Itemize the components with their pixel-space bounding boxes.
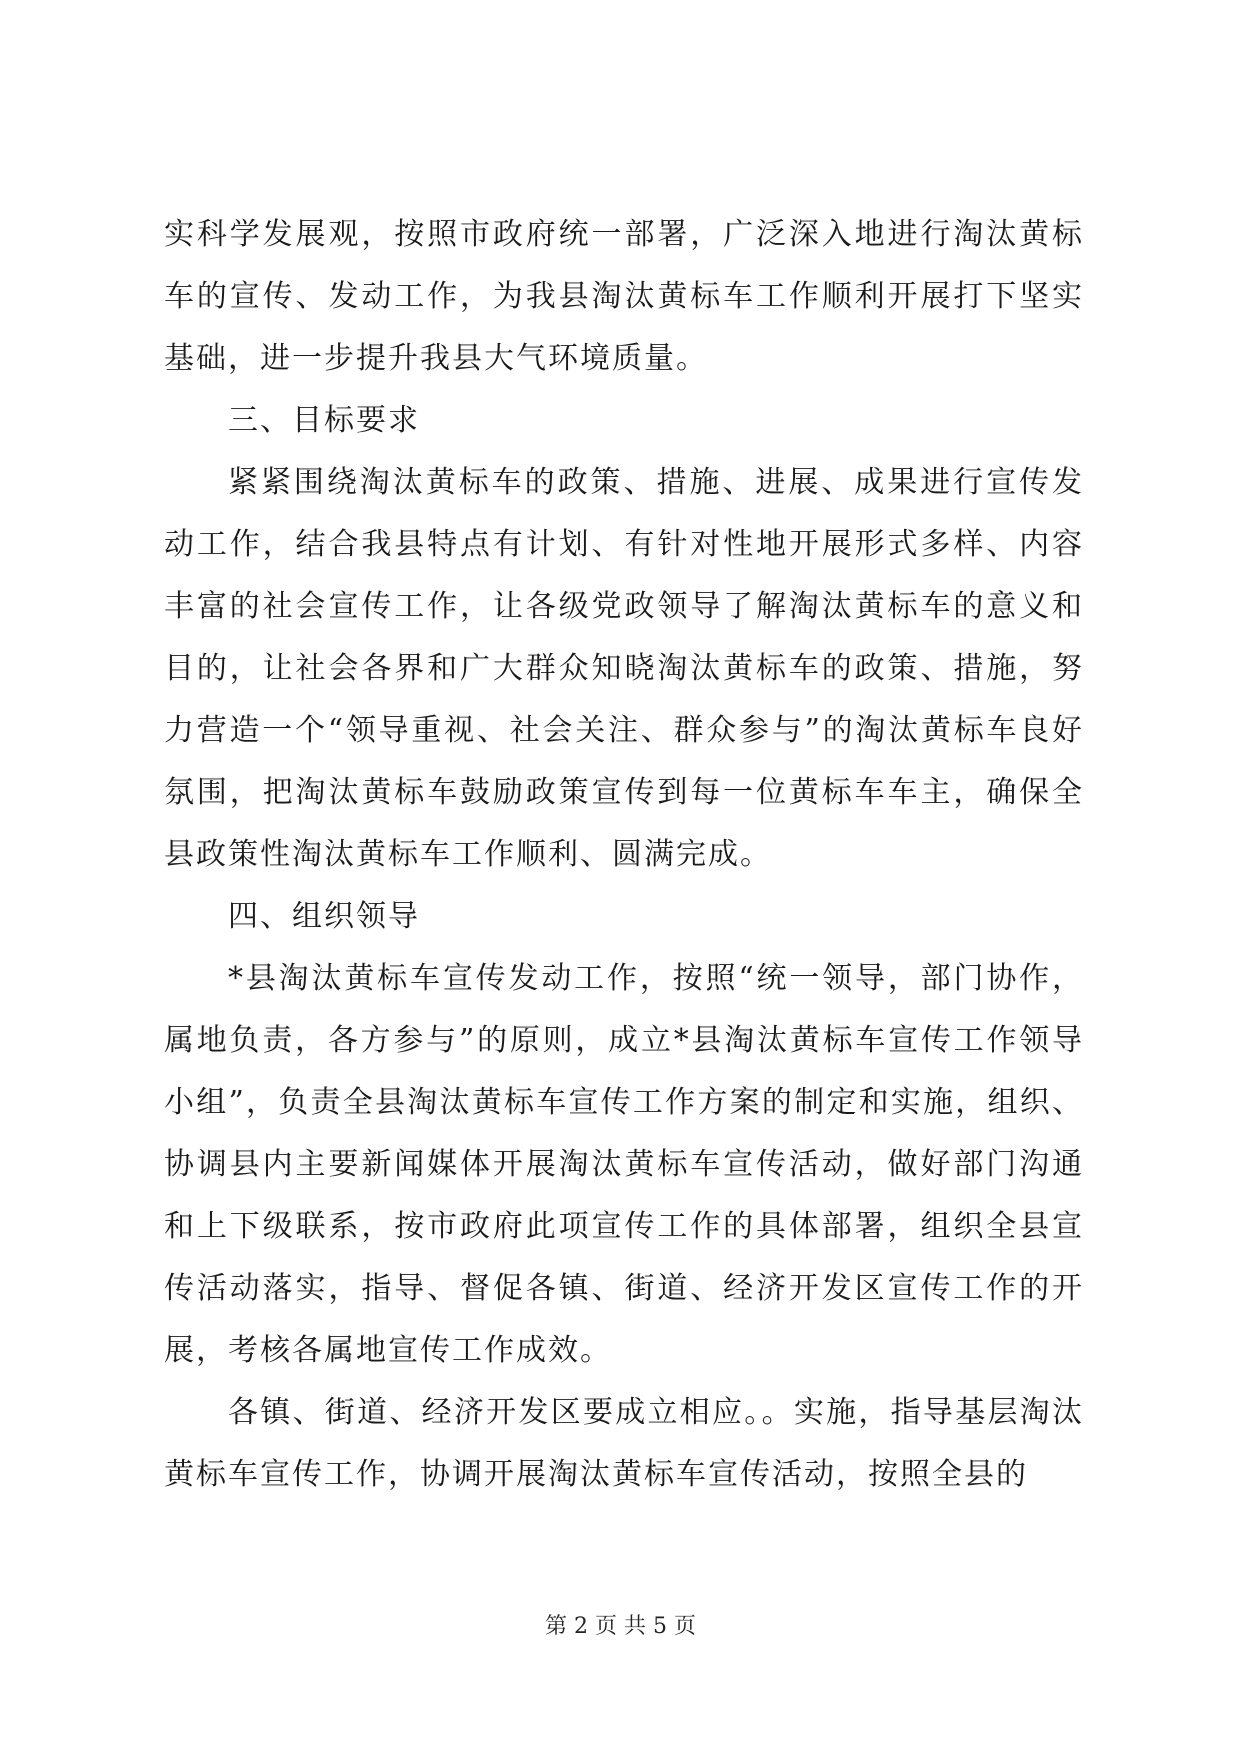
paragraph-2: 紧紧围绕淘汰黄标车的政策、措施、进展、成果进行宣传发动工作，结合我县特点有计划、有针对性地开展形式多样、内容丰富的社会宣传工作，让各级党政领导了解淘汰黄标车的意义和目的，让社会各界和广大群众知晓淘汰黄标车的政策、措施，努力营造一个“领导重视、社会关注、群众参与”的淘汰黄标车良好氛围，把淘汰黄标车鼓励政策宣传到每一位黄标车车主，确保全县政策性淘汰黄标车工作顺利、圆满完成。 <box>164 465 1084 872</box>
section-heading-3: 三、目标要求 <box>228 403 420 438</box>
section-heading-4: 四、组织领导 <box>228 899 420 934</box>
document-body <box>164 204 1084 1506</box>
paragraph-4: 各镇、街道、经济开发区要成立相应。。实施，指导基层淘汰黄标车宣传工作，协调开展淘汰黄标车宣传活动，按照全县的 <box>164 1395 1084 1492</box>
paragraph-3: *县淘汰黄标车宣传发动工作，按照“统一领导，部门协作，属地负责，各方参与”的原则，成立*县淘汰黄标车宣传工作领导小组”，负责全县淘汰黄标车宣传工作方案的制定和实施，组织、协调县内主要新闻媒体开展淘汰黄标车宣传活动，做好部门沟通和上下级联系，按市政府此项宣传工作的具体部署，组织全县宣传活动落实，指导、督促各镇、街道、经济开发区宣传工作的开展，考核各属地宣传工作成效。 <box>164 961 1084 1368</box>
page-footer: 第 2 页 共 5 页 <box>545 1614 696 1639</box>
paragraph-1: 实科学发展观，按照市政府统一部署，广泛深入地进行淘汰黄标车的宣传、发动工作，为我县淘汰黄标车工作顺利开展打下坚实基础，进一步提升我县大气环境质量。 <box>164 217 1084 376</box>
